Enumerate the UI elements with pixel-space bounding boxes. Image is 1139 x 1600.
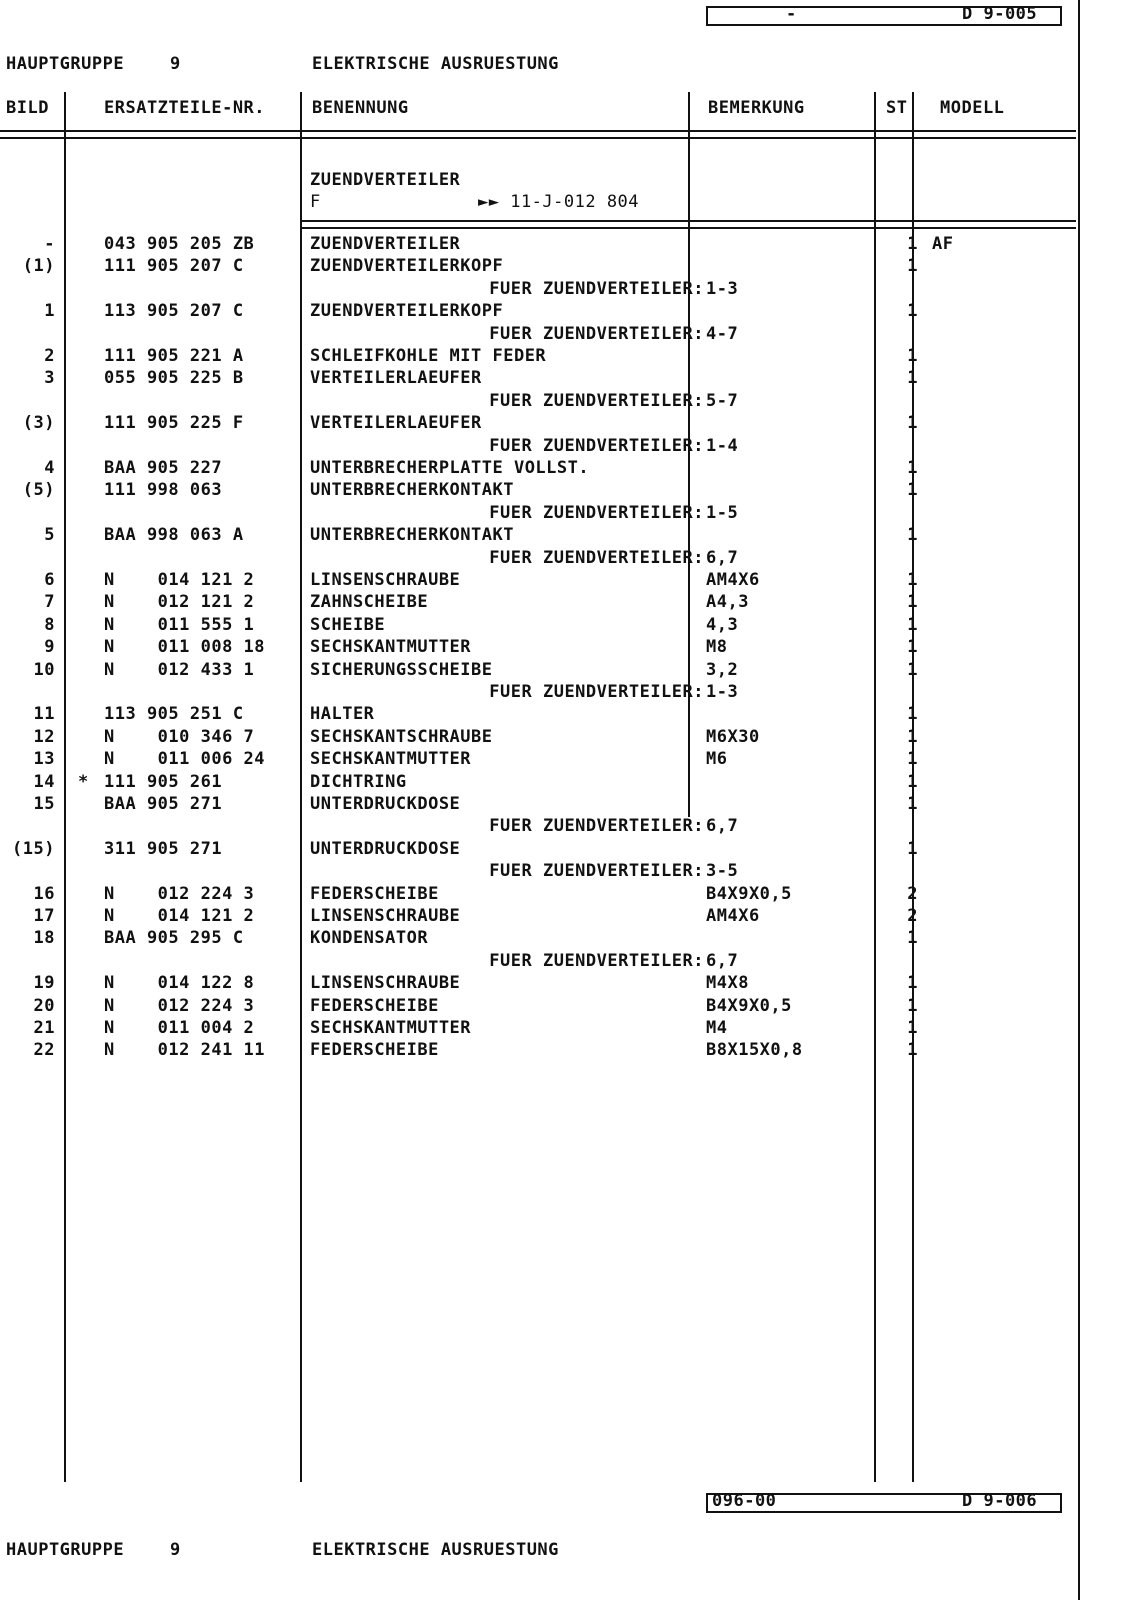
cell-note: M4X8 — [706, 973, 749, 994]
col-header-st: ST — [886, 98, 908, 118]
cell-part: 055 905 225 B — [104, 368, 244, 389]
cell-bild: 19 — [33, 973, 55, 994]
cell-st: 1 — [907, 637, 918, 658]
table-row — [0, 704, 1139, 725]
cell-model: AF — [932, 234, 954, 254]
cell-part: N 011 004 2 — [104, 1018, 255, 1038]
cell-note: 1-3 — [706, 278, 739, 299]
table-row — [0, 346, 1139, 367]
cell-note: A4,3 — [706, 592, 749, 613]
cell-st: 1 — [907, 1018, 918, 1038]
cell-bild: 11 — [33, 704, 55, 725]
cell-note: 1-4 — [706, 435, 739, 456]
cell-part: BAA 905 271 — [104, 794, 223, 814]
cell-part: 111 998 063 — [104, 480, 223, 501]
table-row-fuer — [0, 548, 1139, 569]
table-row — [0, 973, 1139, 994]
cell-st: 1 — [907, 928, 918, 949]
table-row — [0, 413, 1139, 434]
cell-st: 1 — [907, 771, 918, 792]
cell-name: SCHEIBE — [310, 614, 386, 635]
cell-st: 1 — [907, 592, 918, 613]
cell-bild: 16 — [33, 883, 55, 904]
cell-note: AM4X6 — [706, 570, 760, 590]
cell-bild: (3) — [22, 413, 55, 434]
cell-st: 1 — [907, 704, 918, 725]
col-header-model: MODELL — [940, 98, 1005, 118]
table-row — [0, 234, 1139, 255]
col-header-note: BEMERKUNG — [708, 98, 805, 118]
cell-part: BAA 905 295 C — [104, 928, 244, 949]
cell-name: KONDENSATOR — [310, 928, 429, 949]
cell-note: AM4X6 — [706, 906, 760, 926]
cell-bild: 13 — [33, 749, 55, 770]
cell-note: 3-5 — [706, 861, 739, 882]
table-row — [0, 592, 1139, 613]
cell-st: 1 — [907, 234, 918, 254]
cell-part: N 012 224 3 — [104, 995, 255, 1016]
cell-part: 111 905 207 C — [104, 256, 244, 277]
section-code: F — [310, 192, 321, 212]
cell-st: 1 — [907, 525, 918, 546]
cell-bild: (15) — [12, 838, 55, 859]
table-row — [0, 368, 1139, 389]
table-row-fuer — [0, 682, 1139, 703]
footer-group-title: ELEKTRISCHE AUSRUESTUNG — [312, 1540, 559, 1560]
cell-bild: 9 — [44, 637, 55, 658]
cell-note: M6X30 — [706, 726, 760, 747]
cell-st: 1 — [907, 368, 918, 389]
table-row — [0, 794, 1139, 815]
cell-note: 3,2 — [706, 659, 739, 680]
fuer-label: FUER ZUENDVERTEILER: — [489, 861, 704, 882]
table-row — [0, 525, 1139, 546]
table-row-fuer — [0, 816, 1139, 837]
section-ref: ►► 11-J-012 804 — [478, 192, 640, 212]
table-row — [0, 1040, 1139, 1061]
cell-bild: 20 — [33, 995, 55, 1016]
cell-name: VERTEILERLAEUFER — [310, 368, 482, 389]
cell-name: FEDERSCHEIBE — [310, 1040, 439, 1061]
cell-note: B4X9X0,5 — [706, 995, 792, 1016]
cell-st: 1 — [907, 794, 918, 814]
table-row — [0, 256, 1139, 277]
cell-name: UNTERBRECHERKONTAKT — [310, 480, 514, 501]
cell-bild: 3 — [44, 368, 55, 389]
table-row-fuer — [0, 324, 1139, 345]
fuer-label: FUER ZUENDVERTEILER: — [489, 435, 704, 456]
table-row — [0, 637, 1139, 658]
cell-part: 043 905 205 ZB — [104, 234, 255, 254]
table-row — [0, 615, 1139, 636]
fuer-label: FUER ZUENDVERTEILER: — [489, 278, 704, 299]
cell-part: 111 905 221 A — [104, 346, 244, 366]
cell-bild: 2 — [44, 346, 55, 366]
cell-name: SICHERUNGSSCHEIBE — [310, 659, 493, 680]
fuer-label: FUER ZUENDVERTEILER: — [489, 323, 704, 344]
cell-bild: 8 — [44, 614, 55, 635]
cell-name: LINSENSCHRAUBE — [310, 973, 461, 994]
cell-st: 1 — [907, 614, 918, 635]
fuer-label: FUER ZUENDVERTEILER: — [489, 547, 704, 568]
cell-name: SECHSKANTMUTTER — [310, 637, 472, 658]
cell-bild: (1) — [22, 256, 55, 277]
cell-star: * — [78, 771, 89, 792]
footer-ref-left: 096-00 — [712, 1491, 777, 1511]
table-row-fuer — [0, 279, 1139, 300]
cell-part: BAA 905 227 — [104, 458, 223, 478]
table-row — [0, 906, 1139, 927]
cell-name: ZUENDVERTEILER — [310, 234, 461, 254]
cell-name: UNTERBRECHERKONTAKT — [310, 525, 514, 546]
cell-part: N 012 121 2 — [104, 592, 255, 613]
cell-st: 1 — [907, 570, 918, 590]
cell-part: 311 905 271 — [104, 838, 223, 859]
cell-part: 113 905 207 C — [104, 301, 244, 322]
cell-part: N 012 433 1 — [104, 659, 255, 680]
cell-note: 6,7 — [706, 547, 739, 568]
cell-st: 1 — [907, 256, 918, 277]
cell-bild: 7 — [44, 592, 55, 613]
cell-part: N 014 121 2 — [104, 570, 255, 590]
cell-bild: 22 — [33, 1040, 55, 1061]
cell-part: N 011 008 18 — [104, 637, 266, 658]
footer-group-label: HAUPTGRUPPE — [6, 1540, 125, 1560]
cell-bild: 10 — [33, 659, 55, 680]
cell-bild: 12 — [33, 726, 55, 747]
cell-name: DICHTRING — [310, 771, 407, 792]
fuer-label: FUER ZUENDVERTEILER: — [489, 390, 704, 411]
table-row — [0, 301, 1139, 322]
cell-bild: 4 — [44, 458, 55, 478]
table-row — [0, 1018, 1139, 1039]
cell-name: FEDERSCHEIBE — [310, 995, 439, 1016]
cell-name: UNTERDRUCKDOSE — [310, 838, 461, 859]
cell-st: 1 — [907, 1040, 918, 1061]
cell-name: SECHSKANTMUTTER — [310, 1018, 472, 1038]
col-header-name: BENENNUNG — [312, 98, 409, 118]
cell-note: 6,7 — [706, 816, 739, 837]
table-row — [0, 660, 1139, 681]
cell-part: N 011 006 24 — [104, 749, 266, 770]
cell-bild: 6 — [44, 570, 55, 590]
cell-name: LINSENSCHRAUBE — [310, 906, 461, 926]
cell-st: 1 — [907, 726, 918, 747]
page-ref-right: D 9-005 — [962, 4, 1038, 24]
footer-group-number: 9 — [170, 1540, 181, 1560]
cell-note: 1-3 — [706, 682, 739, 702]
table-row-fuer — [0, 391, 1139, 412]
table-row — [0, 772, 1139, 793]
table-row — [0, 458, 1139, 479]
cell-name: ZAHNSCHEIBE — [310, 592, 429, 613]
cell-part: N 012 224 3 — [104, 883, 255, 904]
cell-bild: 5 — [44, 525, 55, 546]
table-row — [0, 884, 1139, 905]
group-title: ELEKTRISCHE AUSRUESTUNG — [312, 54, 559, 74]
cell-bild: (5) — [22, 480, 55, 501]
fuer-label: FUER ZUENDVERTEILER: — [489, 950, 704, 971]
cell-note: 4,3 — [706, 614, 739, 635]
cell-name: SECHSKANTSCHRAUBE — [310, 726, 493, 747]
cell-st: 1 — [907, 301, 918, 322]
table-row — [0, 928, 1139, 949]
fuer-label: FUER ZUENDVERTEILER: — [489, 502, 704, 523]
cell-part: BAA 998 063 A — [104, 525, 244, 546]
group-label: HAUPTGRUPPE — [6, 54, 125, 74]
cell-bild: 1 — [44, 301, 55, 322]
cell-part: 111 905 225 F — [104, 413, 244, 434]
cell-note: 5-7 — [706, 390, 739, 411]
table-row — [0, 839, 1139, 860]
col-header-part: ERSATZTEILE-NR. — [104, 98, 266, 118]
col-header-bild: BILD — [6, 98, 49, 118]
table-row-fuer — [0, 436, 1139, 457]
cell-bild: 21 — [33, 1018, 55, 1038]
cell-name: FEDERSCHEIBE — [310, 883, 439, 904]
cell-name: UNTERDRUCKDOSE — [310, 794, 461, 814]
cell-part: N 010 346 7 — [104, 726, 255, 747]
cell-note: B8X15X0,8 — [706, 1040, 803, 1061]
cell-part: 113 905 251 C — [104, 704, 244, 725]
table-row — [0, 570, 1139, 591]
section-rule — [300, 220, 1076, 229]
cell-bild: - — [44, 234, 55, 254]
group-number: 9 — [170, 54, 181, 74]
cell-name: SCHLEIFKOHLE MIT FEDER — [310, 346, 547, 366]
cell-bild: 15 — [33, 794, 55, 814]
cell-name: SECHSKANTMUTTER — [310, 749, 472, 770]
cell-name: VERTEILERLAEUFER — [310, 413, 482, 434]
cell-note: 6,7 — [706, 950, 739, 971]
cell-st: 1 — [907, 458, 918, 478]
cell-st: 1 — [907, 973, 918, 994]
cell-st: 1 — [907, 659, 918, 680]
header-rule — [0, 130, 1076, 139]
cell-st: 1 — [907, 480, 918, 501]
page-ref-left: - — [786, 4, 797, 24]
cell-part: N 014 121 2 — [104, 906, 255, 926]
cell-bild: 14 — [33, 771, 55, 792]
cell-note: 1-5 — [706, 502, 739, 523]
cell-name: HALTER — [310, 704, 375, 725]
cell-st: 1 — [907, 838, 918, 859]
cell-name: ZUENDVERTEILERKOPF — [310, 256, 504, 277]
cell-st: 1 — [907, 749, 918, 770]
table-row — [0, 480, 1139, 501]
table-row — [0, 749, 1139, 770]
cell-bild: 17 — [33, 906, 55, 926]
table-row-fuer — [0, 503, 1139, 524]
cell-note: M8 — [706, 637, 728, 658]
cell-part: N 012 241 11 — [104, 1040, 266, 1061]
table-row-fuer — [0, 861, 1139, 882]
cell-part: N 011 555 1 — [104, 614, 255, 635]
cell-note: M4 — [706, 1018, 728, 1038]
cell-note: M6 — [706, 749, 728, 770]
cell-st: 1 — [907, 995, 918, 1016]
cell-name: LINSENSCHRAUBE — [310, 570, 461, 590]
cell-note: 4-7 — [706, 323, 739, 344]
cell-st: 1 — [907, 346, 918, 366]
cell-st: 2 — [907, 906, 918, 926]
cell-part: N 014 122 8 — [104, 973, 255, 994]
cell-name: ZUENDVERTEILERKOPF — [310, 301, 504, 322]
table-row — [0, 727, 1139, 748]
fuer-label: FUER ZUENDVERTEILER: — [489, 682, 704, 702]
cell-st: 1 — [907, 413, 918, 434]
cell-bild: 18 — [33, 928, 55, 949]
cell-name: UNTERBRECHERPLATTE VOLLST. — [310, 458, 590, 478]
fuer-label: FUER ZUENDVERTEILER: — [489, 816, 704, 837]
cell-part: 111 905 261 — [104, 771, 223, 792]
cell-st: 2 — [907, 883, 918, 904]
cell-note: B4X9X0,5 — [706, 883, 792, 904]
table-row-fuer — [0, 951, 1139, 972]
footer-ref-right: D 9-006 — [962, 1491, 1038, 1511]
section-title: ZUENDVERTEILER — [310, 170, 461, 190]
table-row — [0, 996, 1139, 1017]
